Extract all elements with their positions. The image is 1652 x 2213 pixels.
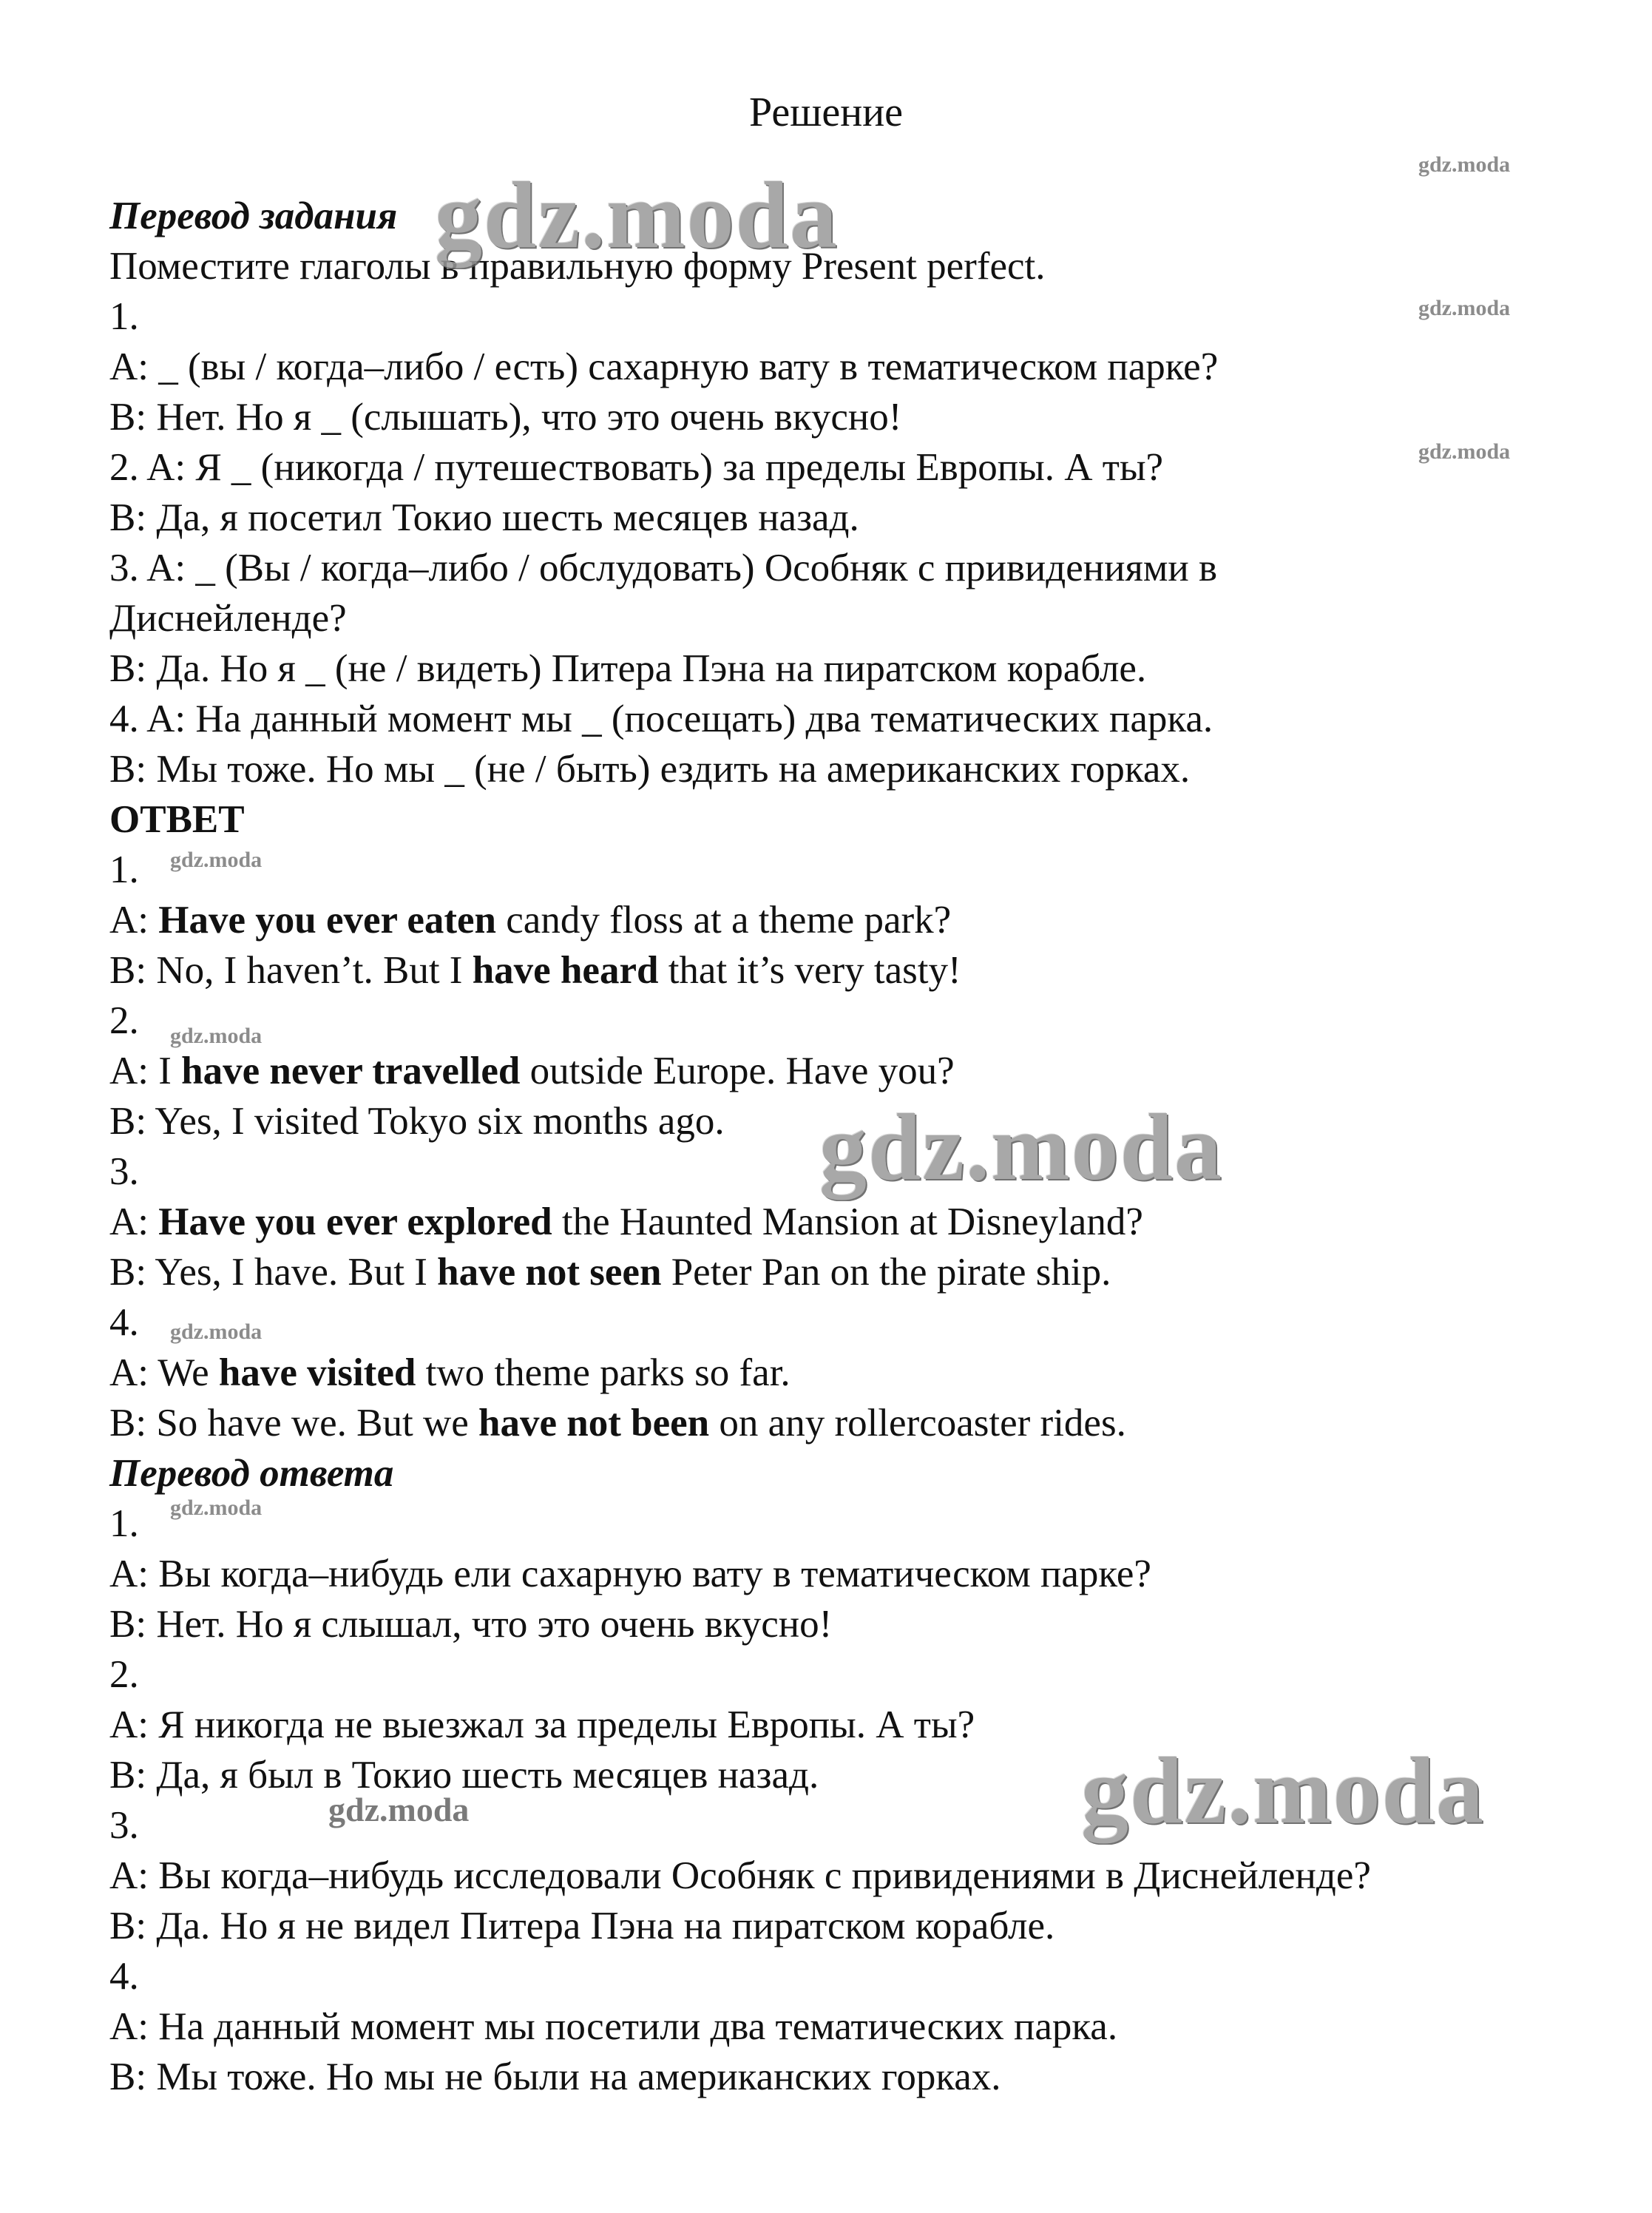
answer-verb: have visited <box>218 1351 416 1394</box>
watermark-small: gdz.moda <box>1418 296 1511 320</box>
translation-line: 2. <box>109 1653 139 1696</box>
answer-line: A: I have never travelled outside Europe. Have you? <box>109 1050 955 1092</box>
answer-line: B: So have we. But we have not been on any rollercoaster rides. <box>109 1402 1126 1445</box>
task-line: B: Да. Но я _ (не / видеть) Питера Пэна на пиратском корабле. <box>109 647 1147 690</box>
task-line: 2. A: Я _ (никогда / путешествовать) за пределы Европы. А ты? <box>109 446 1164 489</box>
watermark-large: gdz.moda <box>435 163 839 268</box>
answer-verb: Have you ever eaten <box>158 899 497 942</box>
answer-line: B: Yes, I visited Tokyo six months ago. <box>109 1100 725 1143</box>
translation-line: B: Мы тоже. Но мы не были на американских горках. <box>109 2055 1001 2098</box>
answer-verb: have heard <box>472 949 659 992</box>
task-line: B: Нет. Но я _ (слышать), что это очень вкусно! <box>109 396 902 439</box>
watermark-medium: gdz.moda <box>328 1791 470 1828</box>
translation-line: B: Да. Но я не видел Питера Пэна на пиратском корабле. <box>109 1905 1055 1947</box>
answer-verb: have never travelled <box>181 1050 521 1092</box>
task-line: 1. <box>109 295 139 338</box>
watermark-small: gdz.moda <box>170 1496 263 1520</box>
answer-verb: have not seen <box>437 1251 662 1294</box>
answer-line: A: Have you ever explored the Haunted Mansion at Disneyland? <box>109 1200 1143 1243</box>
watermark-large: gdz.moda <box>819 1095 1223 1200</box>
watermark-small: gdz.moda <box>1418 439 1511 464</box>
task-line: B: Да, я посетил Токио шесть месяцев назад. <box>109 496 859 539</box>
watermark-small: gdz.moda <box>170 848 263 872</box>
watermark-small: gdz.moda <box>1418 152 1511 177</box>
watermark-small: gdz.moda <box>170 1320 263 1344</box>
translation-line: B: Нет. Но я слышал, что это очень вкусно! <box>109 1603 833 1646</box>
answer-line: B: Yes, I have. But I have not seen Peter Pan on the pirate ship. <box>109 1251 1111 1294</box>
watermark-large: gdz.moda <box>1081 1738 1485 1843</box>
answer-verb: have not been <box>478 1402 710 1445</box>
translation-heading: Перевод ответа <box>109 1452 394 1495</box>
answer-verb: Have you ever explored <box>158 1200 552 1243</box>
task-line: A: _ (вы / когда–либо / есть) сахарную вату в тематическом парке? <box>109 345 1219 388</box>
task-intro: Поместите глаголы в правильную форму Present perfect. <box>109 245 1046 288</box>
translation-line: A: На данный момент мы посетили два тематических парка. <box>109 2005 1118 2048</box>
answer-number: 4. <box>109 1301 139 1344</box>
answer-heading: ОТВЕТ <box>109 798 245 841</box>
translation-line: A: Вы когда–нибудь исследовали Особняк с привидениями в Диснейленде? <box>109 1854 1371 1897</box>
translation-line: A: Я никогда не выезжал за пределы Европы. А ты? <box>109 1703 975 1746</box>
translation-line: B: Да, я был в Токио шесть месяцев назад. <box>109 1754 819 1797</box>
translation-line: 1. <box>109 1502 139 1545</box>
task-line: B: Мы тоже. Но мы _ (не / быть) ездить на американских горках. <box>109 748 1191 791</box>
answer-line: A: We have visited two theme parks so far. <box>109 1351 791 1394</box>
page-title: Решение <box>748 89 904 135</box>
task-line: 3. A: _ (Вы / когда–либо / обслудовать) Особняк с привидениями в <box>109 547 1218 589</box>
answer-number: 2. <box>109 999 139 1042</box>
answer-line: A: Have you ever eaten candy floss at a theme park? <box>109 899 952 942</box>
watermark-small: gdz.moda <box>170 1024 263 1048</box>
answer-number: 3. <box>109 1150 139 1193</box>
task-heading: Перевод задания <box>109 195 398 237</box>
translation-line: 3. <box>109 1804 139 1847</box>
translation-line: A: Вы когда–нибудь ели сахарную вату в тематическом парке? <box>109 1553 1151 1595</box>
answer-number: 1. <box>109 848 139 891</box>
translation-line: 4. <box>109 1955 139 1998</box>
task-line: 4. A: На данный момент мы _ (посещать) два тематических парка. <box>109 697 1213 740</box>
task-line: Диснейленде? <box>109 597 347 640</box>
answer-line: B: No, I haven’t. But I have heard that it’s very tasty! <box>109 949 961 992</box>
